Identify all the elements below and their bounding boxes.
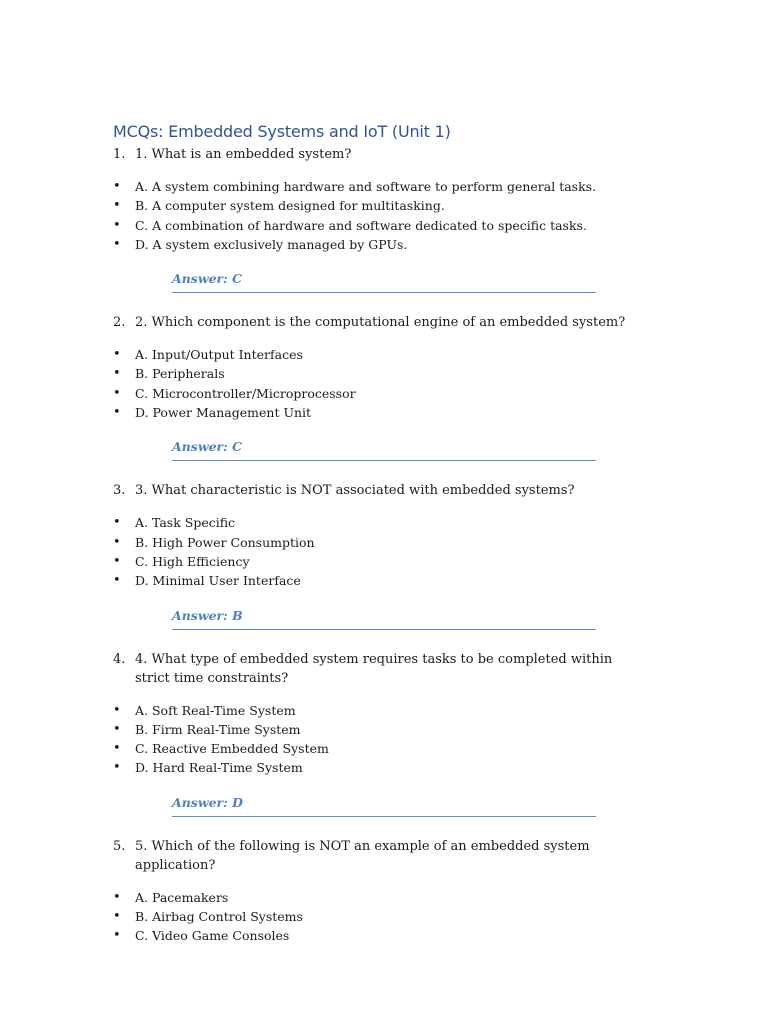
- option-item: [113, 177, 728, 196]
- bullet-icon: •: [113, 760, 121, 776]
- question-number: 1.: [113, 147, 126, 162]
- option-item: [113, 701, 728, 720]
- option-item: [113, 533, 728, 552]
- bullet-icon: •: [113, 741, 121, 757]
- bullet-icon: •: [113, 889, 121, 905]
- bullet-icon: •: [113, 217, 121, 233]
- question-text: 5. Which of the following is NOT an example of an embedded system application?: [135, 838, 590, 873]
- bullet-icon: •: [113, 928, 121, 944]
- option-text: C. Microcontroller/Microprocessor: [135, 385, 356, 401]
- option-text: A. Pacemakers: [135, 889, 229, 905]
- option-item: [113, 720, 728, 739]
- question-line: [113, 145, 728, 164]
- bullet-icon: •: [113, 347, 121, 363]
- option-item: [113, 739, 728, 758]
- question-list: [113, 145, 728, 946]
- bullet-icon: •: [113, 179, 121, 194]
- question-line: [113, 837, 728, 875]
- bullet-icon: •: [113, 385, 121, 401]
- option-item: [113, 571, 728, 590]
- option-list: [113, 513, 728, 590]
- option-item: [113, 403, 728, 422]
- answer-line: [172, 792, 596, 817]
- answer-text: Answer: D: [172, 794, 243, 810]
- question-block: [113, 650, 728, 837]
- option-text: B. High Power Consumption: [135, 534, 315, 550]
- question-spacer: [113, 461, 728, 481]
- option-text: C. High Efficiency: [135, 553, 250, 569]
- option-text: A. Soft Real-Time System: [135, 702, 296, 718]
- answer-text: Answer: C: [172, 271, 243, 287]
- option-text: C. Video Game Consoles: [135, 928, 290, 944]
- bullet-icon: •: [113, 515, 121, 531]
- option-item: [113, 926, 728, 945]
- option-item: [113, 235, 728, 254]
- question-line: [113, 481, 728, 500]
- question-number: 3.: [113, 483, 126, 499]
- answer-text: Answer: B: [172, 607, 243, 623]
- option-list: [113, 701, 728, 778]
- question-block: [113, 145, 728, 313]
- question-block: [113, 837, 728, 946]
- question-number: 4.: [113, 651, 126, 667]
- question-spacer: [113, 817, 728, 837]
- option-text: C. Reactive Embedded System: [135, 741, 329, 757]
- question-number: 2.: [113, 315, 126, 331]
- bullet-icon: •: [113, 702, 121, 718]
- option-text: A. Input/Output Interfaces: [135, 347, 303, 363]
- option-item: [113, 196, 728, 215]
- option-text: C. A combination of hardware and software dedicated to specific tasks.: [135, 217, 587, 233]
- option-text: D. A system exclusively managed by GPUs.: [135, 236, 408, 252]
- option-item: [113, 345, 728, 364]
- answer-line: [172, 605, 596, 630]
- option-item: [113, 907, 728, 926]
- option-text: B. Peripherals: [135, 366, 225, 382]
- option-text: B. Firm Real-Time System: [135, 721, 301, 737]
- option-list: [113, 345, 728, 422]
- bullet-icon: •: [113, 198, 121, 214]
- option-item: [113, 364, 728, 383]
- bullet-icon: •: [113, 909, 121, 925]
- option-item: [113, 888, 728, 907]
- option-text: D. Power Management Unit: [135, 405, 312, 421]
- bullet-icon: •: [113, 573, 121, 589]
- bullet-icon: •: [113, 236, 121, 252]
- question-text: 3. What characteristic is NOT associated with embedded systems?: [135, 483, 575, 499]
- question-line: [113, 313, 728, 332]
- question-spacer: [113, 293, 728, 313]
- option-item: [113, 513, 728, 532]
- bullet-icon: •: [113, 405, 121, 421]
- document-title: MCQs: Embedded Systems and IoT (Unit 1): [113, 122, 451, 141]
- option-text: D. Hard Real-Time System: [135, 760, 303, 776]
- option-item: [113, 552, 728, 571]
- option-list: [113, 888, 728, 946]
- question-spacer: [113, 630, 728, 650]
- option-text: B. A computer system designed for multitasking.: [135, 198, 445, 214]
- option-text: B. Airbag Control Systems: [135, 909, 303, 925]
- option-list: [113, 177, 728, 254]
- option-text: A. A system combining hardware and software to perform general tasks.: [135, 179, 597, 194]
- answer-line: [172, 436, 596, 461]
- question-number: 5.: [113, 838, 126, 854]
- option-text: A. Task Specific: [135, 515, 236, 531]
- answer-line: [172, 268, 596, 293]
- question-text: 2. Which component is the computational engine of an embedded system?: [135, 315, 626, 331]
- answer-text: Answer: C: [172, 439, 243, 455]
- bullet-icon: •: [113, 366, 121, 382]
- bullet-icon: •: [113, 553, 121, 569]
- option-item: [113, 758, 728, 777]
- option-text: D. Minimal User Interface: [135, 573, 301, 589]
- question-text: 4. What type of embedded system requires tasks to be completed within strict time constraints?: [135, 651, 613, 686]
- question-block: [113, 481, 728, 649]
- option-item: [113, 216, 728, 235]
- option-item: [113, 384, 728, 403]
- question-text: 1. What is an embedded system?: [135, 147, 352, 162]
- bullet-icon: •: [113, 721, 121, 737]
- question-line: [113, 650, 728, 688]
- bullet-icon: •: [113, 534, 121, 550]
- question-block: [113, 313, 728, 481]
